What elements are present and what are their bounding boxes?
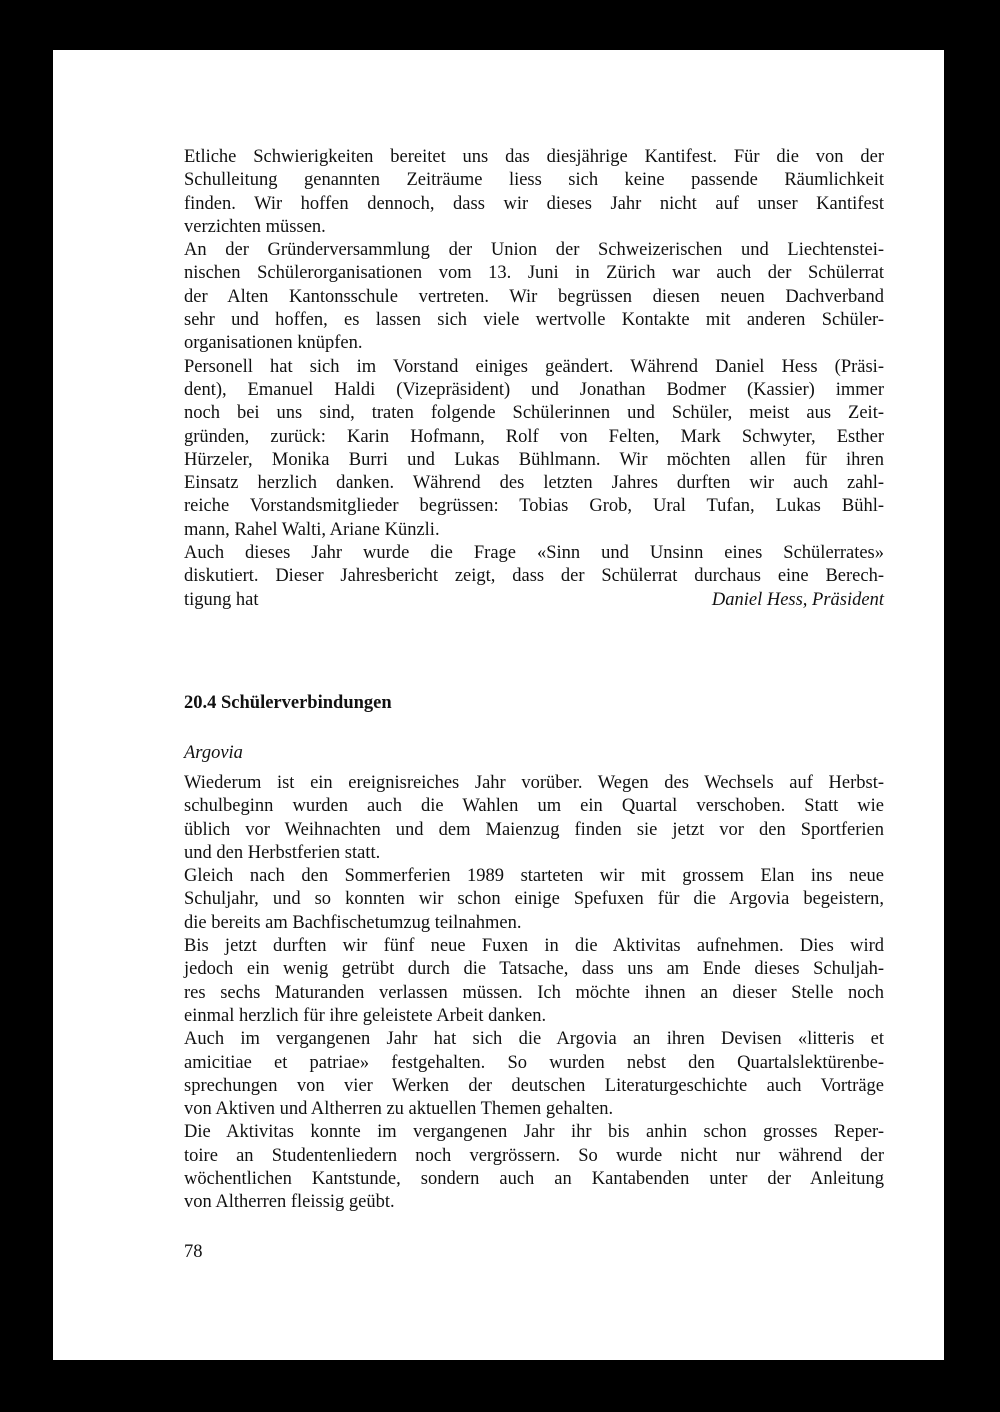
text-line: Die Aktivitas konnte im vergangenen Jahr ihr bis anhin schon grosses Reper- [184, 1122, 884, 1143]
text-line: Bis jetzt durften wir fünf neue Fuxen in die Aktivitas aufnehmen. Dies wird [184, 936, 884, 957]
text-line: gründen, zurück: Karin Hofmann, Rolf von Felten, Mark Schwyter, Esther [184, 426, 884, 447]
text-line: Schulleitung genannten Zeiträume liess sich keine passende Räumlichkeit [184, 170, 884, 191]
text-line: sehr und hoffen, es lassen sich viele wertvolle Kontakte mit anderen Schüler- [184, 310, 884, 331]
text-line: mann, Rahel Walti, Ariane Künzli. [184, 519, 440, 540]
text-line: und den Herbstferien statt. [184, 842, 381, 863]
text-line: Hürzeler, Monika Burri und Lukas Bühlmann. Wir möchten allen für ihren [184, 449, 884, 470]
document-page [53, 50, 944, 1360]
text-line: nischen Schülerorganisationen vom 13. Juni in Zürich war auch der Schülerrat [184, 263, 884, 284]
text-line: res sechs Maturanden verlassen müssen. Ich möchte ihnen an dieser Stelle noch [184, 982, 884, 1003]
text-line: der Alten Kantonsschule vertreten. Wir begrüssen diesen neuen Dachverband [184, 286, 884, 307]
text-line: noch bei uns sind, traten folgende Schülerinnen und Schüler, meist aus Zeit- [184, 403, 884, 424]
text-line: Schuljahr, und so konnten wir schon einige Spefuxen für die Argovia begeistern, [184, 889, 884, 910]
text-line: amicitiae et patriae» festgehalten. So wurden nebst den Quartalslektürenbe- [184, 1052, 884, 1073]
text-line: Gleich nach den Sommerferien 1989 starteten wir mit grossem Elan ins neue [184, 866, 884, 887]
text-line: Wiederum ist ein ereignisreiches Jahr vorüber. Wegen des Wechsels auf Herbst- [184, 773, 884, 793]
text-line: finden. Wir hoffen dennoch, dass wir dieses Jahr nicht auf unser Kantifest [184, 193, 884, 214]
text-line: Etliche Schwierigkeiten bereitet uns das diesjährige Kantifest. Für die von der [184, 147, 884, 167]
text-line: schulbeginn wurden auch die Wahlen um ein Quartal verschoben. Statt wie [184, 796, 884, 817]
text-line: jedoch ein wenig getrübt durch die Tatsache, dass uns am Ende dieses Schuljah- [184, 959, 884, 980]
text-line: von Altherren fleissig geübt. [184, 1192, 395, 1213]
section-heading: 20.4 Schülerverbindungen [184, 693, 392, 713]
text-line: diskutiert. Dieser Jahresbericht zeigt, dass der Schülerrat durchaus eine Berech- [184, 566, 884, 587]
text-line: Auch dieses Jahr wurde die Frage «Sinn und Unsinn eines Schülerrates» [184, 543, 884, 564]
subsection-title: Argovia [184, 743, 243, 763]
text-line: tigung hat [184, 589, 259, 610]
text-line: die bereits am Bachfischetumzug teilnahmen. [184, 912, 522, 933]
text-line: dent), Emanuel Haldi (Vizepräsident) und Jonathan Bodmer (Kassier) immer [184, 379, 884, 400]
signature: Daniel Hess, Präsident [711, 589, 884, 610]
text-line: An der Gründerversammlung der Union der Schweizerischen und Liechtenstei- [184, 240, 884, 261]
signature-line [184, 589, 884, 612]
text-line: organisationen knüpfen. [184, 333, 363, 354]
text-line: üblich vor Weihnachten und dem Maienzug finden sie jetzt vor den Sportferien [184, 819, 884, 840]
text-line: toire an Studentenliedern noch vergrössern. So wurde nicht nur während der [184, 1145, 884, 1166]
text-line: sprechungen von vier Werken der deutschen Literaturgeschichte auch Vorträge [184, 1075, 884, 1096]
text-line: einmal herzlich für ihre geleistete Arbeit danken. [184, 1005, 547, 1026]
text-line: Auch im vergangenen Jahr hat sich die Argovia an ihren Devisen «litteris et [184, 1029, 884, 1050]
text-line: von Aktiven und Altherren zu aktuellen Themen gehalten. [184, 1099, 614, 1120]
text-line: reiche Vorstandsmitglieder begrüssen: Tobias Grob, Ural Tufan, Lukas Bühl- [184, 496, 884, 517]
text-line: Einsatz herzlich danken. Während des letzten Jahres durften wir auch zahl- [184, 473, 884, 494]
text-line: Personell hat sich im Vorstand einiges geändert. Während Daniel Hess (Präsi- [184, 356, 884, 377]
text-line: verzichten müssen. [184, 216, 326, 237]
page-number: 78 [184, 1242, 203, 1262]
report-paragraphs [184, 146, 884, 612]
text-line: wöchentlichen Kantstunde, sondern auch an Kantabenden unter der Anleitung [184, 1169, 884, 1190]
argovia-paragraphs [184, 772, 884, 1215]
